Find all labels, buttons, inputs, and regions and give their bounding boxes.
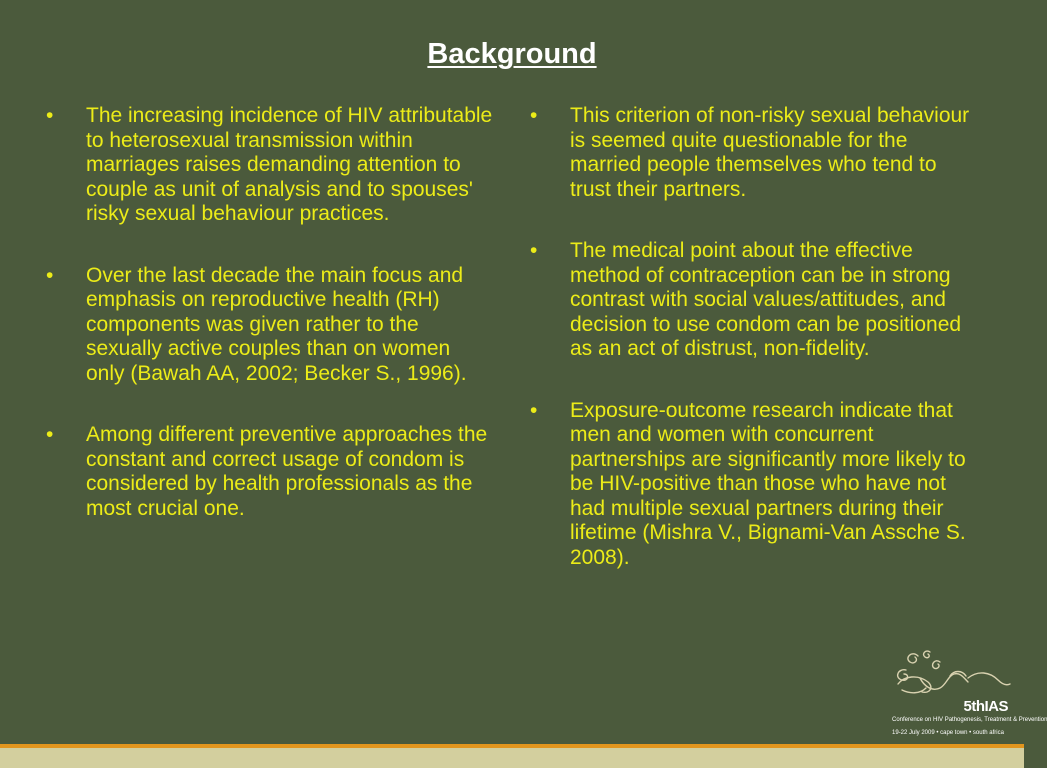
logo-subtitle: Conference on HIV Pathogenesis, Treatment & Prevention (892, 717, 1047, 723)
bullet-dot-icon: • (46, 104, 54, 127)
bullet-item (46, 264, 494, 387)
bullet-item (530, 104, 980, 202)
bullet-item (530, 399, 980, 571)
slide-title: Background (427, 38, 597, 70)
bullet-item (530, 239, 980, 362)
right-bullet-list (530, 104, 980, 607)
logo-name: 5thIAS (963, 698, 1008, 715)
left-bullet-list (46, 104, 494, 558)
bullet-text: Over the last decade the main focus and emphasis on reproductive health (RH) components was given rather to the sexually active couples than on women only (Bawah AA, 2002; Becker S., 1996). (86, 263, 467, 385)
bullet-dot-icon: • (530, 239, 538, 262)
bullet-text: The medical point about the effective method of contraception can be in strong contrast with social values/attitudes, and decision to use condom can be positioned as an act of distrust, non-fidelity. (570, 239, 962, 360)
footer-strip (0, 748, 1024, 768)
bullet-text: Exposure-outcome research indicate that men and women with concurrent partnerships are significantly more likely to be HIV-positive than those who have not had multiple sexual partners during their lifetime (Mishra V., Bignami-Van Assche S. 2008). (570, 398, 966, 569)
logo-date-place: 19-22 July 2009 • cape town • south africa (892, 730, 1004, 736)
bullet-dot-icon: • (530, 104, 538, 127)
bullet-item (46, 104, 494, 227)
bullet-item (46, 423, 494, 521)
bullet-dot-icon: • (46, 263, 54, 287)
conference-logo (886, 646, 1047, 742)
bullet-text: This criterion of non-risky sexual behaviour is seemed quite questionable for the married people themselves who tend to trust their partners. (570, 104, 970, 201)
bullet-dot-icon: • (46, 423, 54, 446)
bullet-text: Among different preventive approaches the constant and correct usage of condom is considered by health professionals as the most crucial one. (86, 423, 488, 520)
bullet-text: The increasing incidence of HIV attributable to heterosexual transmission within marriages raises demanding attention to couple as unit of analysis and to spouses' risky sexual behaviour practices. (86, 104, 493, 225)
bullet-dot-icon: • (530, 398, 538, 422)
